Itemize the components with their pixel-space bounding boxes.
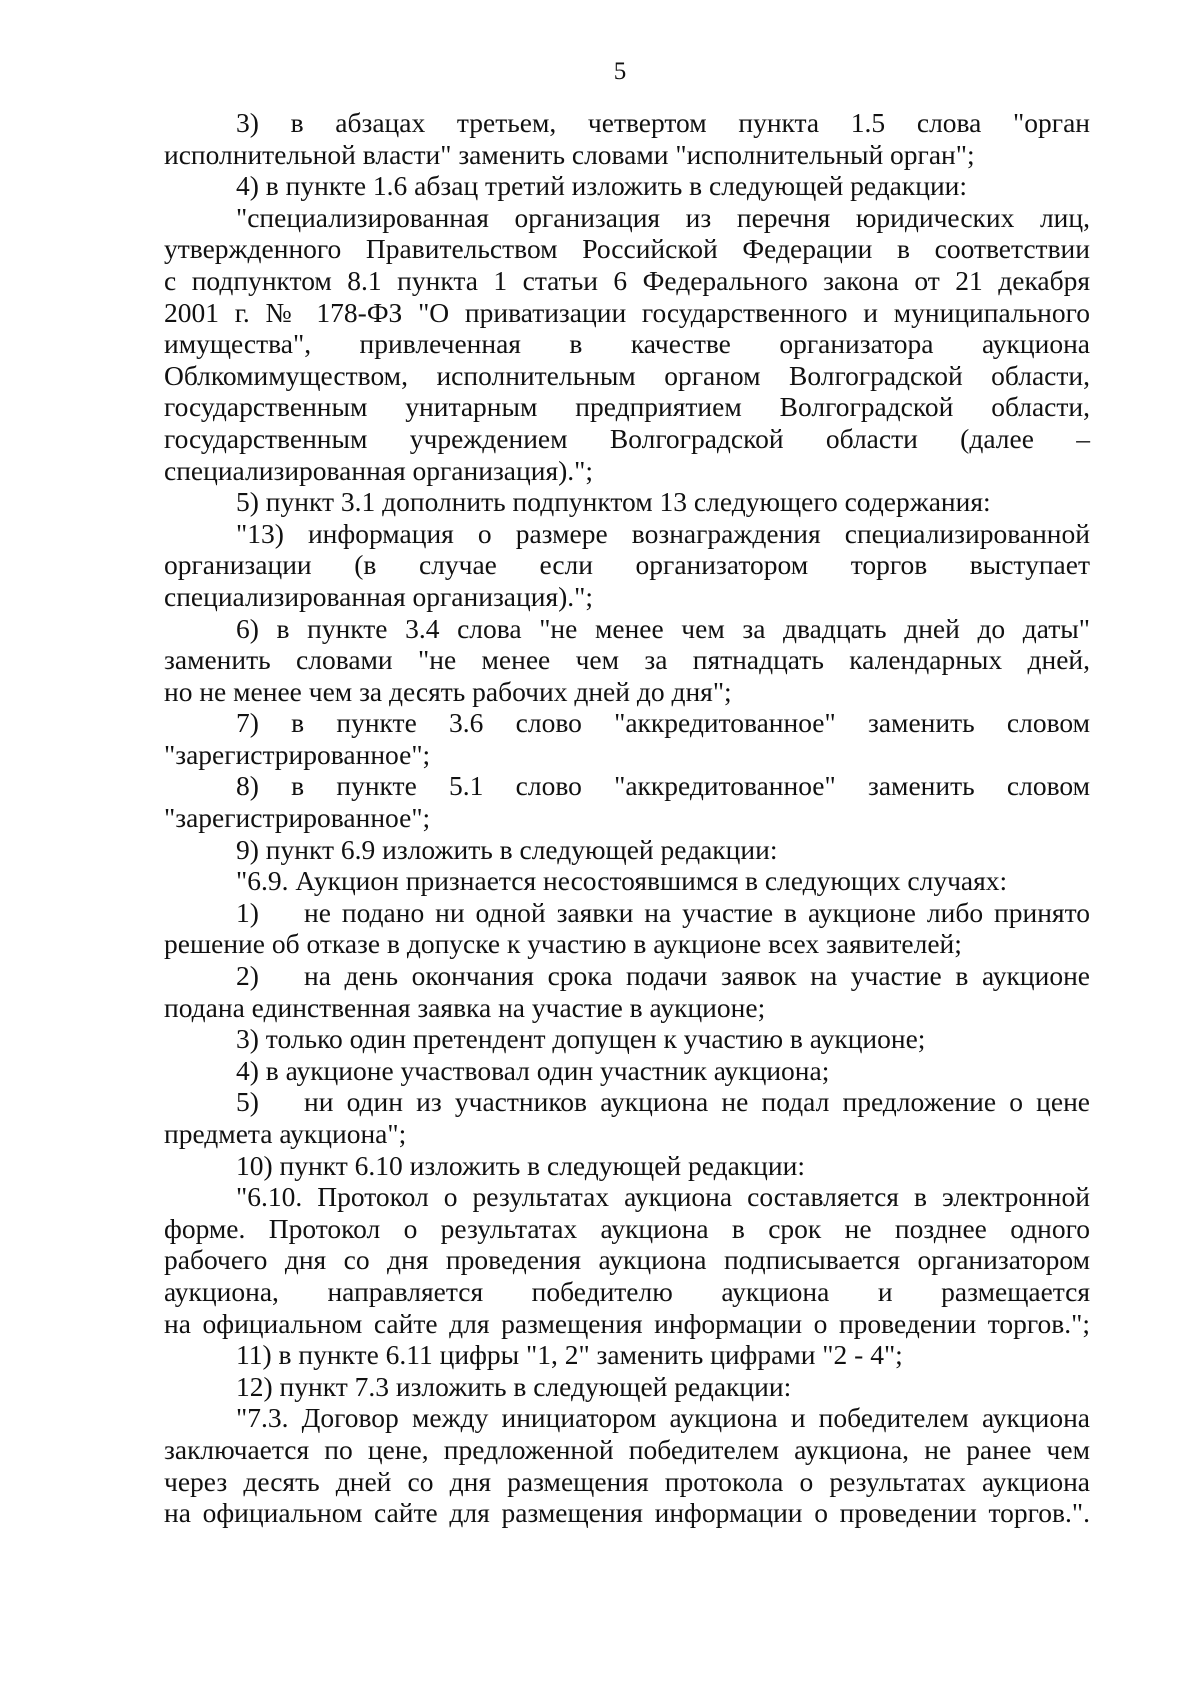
line-text: 12) пункт 7.3 изложить в следующей редакции:	[236, 1370, 792, 1402]
line-text: "7.3. Договор между инициатором аукциона и победителем аукциона	[236, 1402, 1090, 1434]
text-line	[164, 802, 1090, 834]
text-line	[164, 549, 1090, 581]
line-text: предмета аукциона";	[164, 1118, 407, 1149]
text-line	[164, 1402, 1090, 1434]
line-text: 2001 г. № 178-ФЗ "О приватизации государственного и муниципального	[164, 296, 1090, 328]
text-line	[164, 1371, 1090, 1403]
line-text: форме. Протокол о результатах аукциона в срок не позднее одного	[164, 1212, 1090, 1244]
text-line	[164, 297, 1090, 329]
line-text: 4) в аукционе участвовал один участник аукциона;	[236, 1054, 830, 1086]
line-text: имущества", привлеченная в качестве организатора аукциона	[164, 328, 1090, 360]
text-line	[164, 1118, 1090, 1150]
line-text: ни один из участников аукциона не подал предложение о цене	[304, 1086, 1090, 1118]
text-line	[164, 139, 1090, 171]
line-text: не подано ни одной заявки на участие в аукционе либо принято	[304, 896, 1090, 928]
line-text: 10) пункт 6.10 изложить в следующей редакции:	[236, 1149, 805, 1181]
line-text: но не менее чем за десять рабочих дней до дня";	[164, 675, 732, 707]
line-text: специализированная организация).";	[164, 454, 593, 486]
text-line	[164, 486, 1090, 518]
line-text: "6.9. Аукцион признается несостоявшимся в следующих случаях:	[236, 865, 1008, 897]
text-line	[164, 1497, 1090, 1529]
line-text: "зарегистрированное";	[164, 802, 431, 834]
line-text: государственным учреждением Волгоградской области (далее –	[164, 422, 1090, 454]
line-text: 9) пункт 6.9 изложить в следующей редакции:	[236, 833, 778, 865]
line-text: решение об отказе в допуске к участию в аукционе всех заявителей;	[164, 928, 962, 960]
text-line	[164, 170, 1090, 202]
text-line	[164, 360, 1090, 392]
line-text: аукциона, направляется победителю аукциона и размещается	[164, 1275, 1090, 1307]
document-body	[164, 107, 1090, 1529]
line-text: 3) только один претендент допущен к участию в аукционе;	[236, 1023, 926, 1055]
list-item-number: 5)	[236, 1086, 259, 1118]
line-text: заменить словами "не менее чем за пятнадцать календарных дней,	[164, 644, 1090, 676]
line-text: с подпунктом 8.1 пункта 1 статьи 6 Федерального закона от 21 декабря	[164, 264, 1090, 296]
text-line	[164, 834, 1090, 866]
text-line	[164, 455, 1090, 487]
text-line	[164, 1276, 1090, 1308]
text-line	[164, 1150, 1090, 1182]
line-text: "13) информация о размере вознаграждения специализированной	[236, 517, 1090, 549]
text-line	[164, 613, 1090, 645]
text-line	[164, 581, 1090, 613]
text-line	[164, 202, 1090, 234]
text-line	[164, 1434, 1090, 1466]
line-text: на официальном сайте для размещения информации о проведении торгов.";	[164, 1307, 1090, 1339]
line-text: 5) пункт 3.1 дополнить подпунктом 13 следующего содержания:	[236, 486, 991, 518]
line-text: рабочего дня со дня проведения аукциона подписывается организатором	[164, 1244, 1090, 1276]
text-line	[164, 1213, 1090, 1245]
list-item-number: 2)	[236, 960, 259, 992]
line-text: "зарегистрированное";	[164, 738, 431, 770]
line-text: 8) в пункте 5.1 слово "аккредитованное" заменить словом	[236, 770, 1090, 802]
text-line	[164, 518, 1090, 550]
page-number: 5	[613, 58, 627, 85]
list-item-number: 1)	[236, 896, 259, 928]
text-line	[164, 1308, 1090, 1340]
text-line	[164, 265, 1090, 297]
text-line	[164, 391, 1090, 423]
text-line	[164, 707, 1090, 739]
text-line	[164, 865, 1090, 897]
text-line	[164, 1466, 1090, 1498]
text-line	[164, 739, 1090, 771]
line-text: 4) в пункте 1.6 абзац третий изложить в следующей редакции:	[236, 170, 968, 202]
line-text: "специализированная организация из перечня юридических лиц,	[236, 201, 1090, 233]
line-text: на официальном сайте для размещения информации о проведении торгов.".	[164, 1497, 1090, 1529]
line-text: организации (в случае если организатором торгов выступает	[164, 549, 1090, 581]
text-line	[164, 233, 1090, 265]
line-text: 3) в абзацах третьем, четвертом пункта 1.5 слова "орган	[236, 107, 1090, 138]
line-text: исполнительной власти" заменить словами "исполнительный орган";	[164, 138, 975, 170]
line-text: заключается по цене, предложенной победителем аукциона, не ранее чем	[164, 1433, 1090, 1465]
text-line	[164, 960, 1090, 992]
line-text: 6) в пункте 3.4 слова "не менее чем за двадцать дней до даты"	[236, 612, 1090, 644]
text-line	[164, 1339, 1090, 1371]
line-text: утвержденного Правительством Российской Федерации в соответствии	[164, 233, 1090, 265]
text-line	[164, 928, 1090, 960]
text-line	[164, 1055, 1090, 1087]
line-text: 7) в пункте 3.6 слово "аккредитованное" заменить словом	[236, 707, 1090, 739]
text-line	[164, 423, 1090, 455]
line-text: Облкомимуществом, исполнительным органом Волгоградской области,	[164, 359, 1090, 391]
line-text: государственным унитарным предприятием Волгоградской области,	[164, 391, 1090, 423]
text-line	[164, 328, 1090, 360]
text-line	[164, 770, 1090, 802]
line-text: специализированная организация).";	[164, 580, 593, 612]
text-line	[164, 1244, 1090, 1276]
text-line	[164, 644, 1090, 676]
text-line	[164, 1181, 1090, 1213]
text-line	[164, 1023, 1090, 1055]
line-text: через десять дней со дня размещения протокола о результатах аукциона	[164, 1465, 1090, 1497]
line-text: "6.10. Протокол о результатах аукциона составляется в электронной	[236, 1181, 1090, 1213]
line-text: подана единственная заявка на участие в аукционе;	[164, 991, 766, 1023]
line-text: 11) в пункте 6.11 цифры "1, 2" заменить цифрами "2 - 4";	[236, 1339, 903, 1371]
text-line	[164, 676, 1090, 708]
line-text: на день окончания срока подачи заявок на участие в аукционе	[304, 960, 1090, 992]
text-line	[164, 992, 1090, 1024]
text-line	[164, 1086, 1090, 1118]
text-line	[164, 897, 1090, 929]
text-line	[164, 107, 1090, 139]
